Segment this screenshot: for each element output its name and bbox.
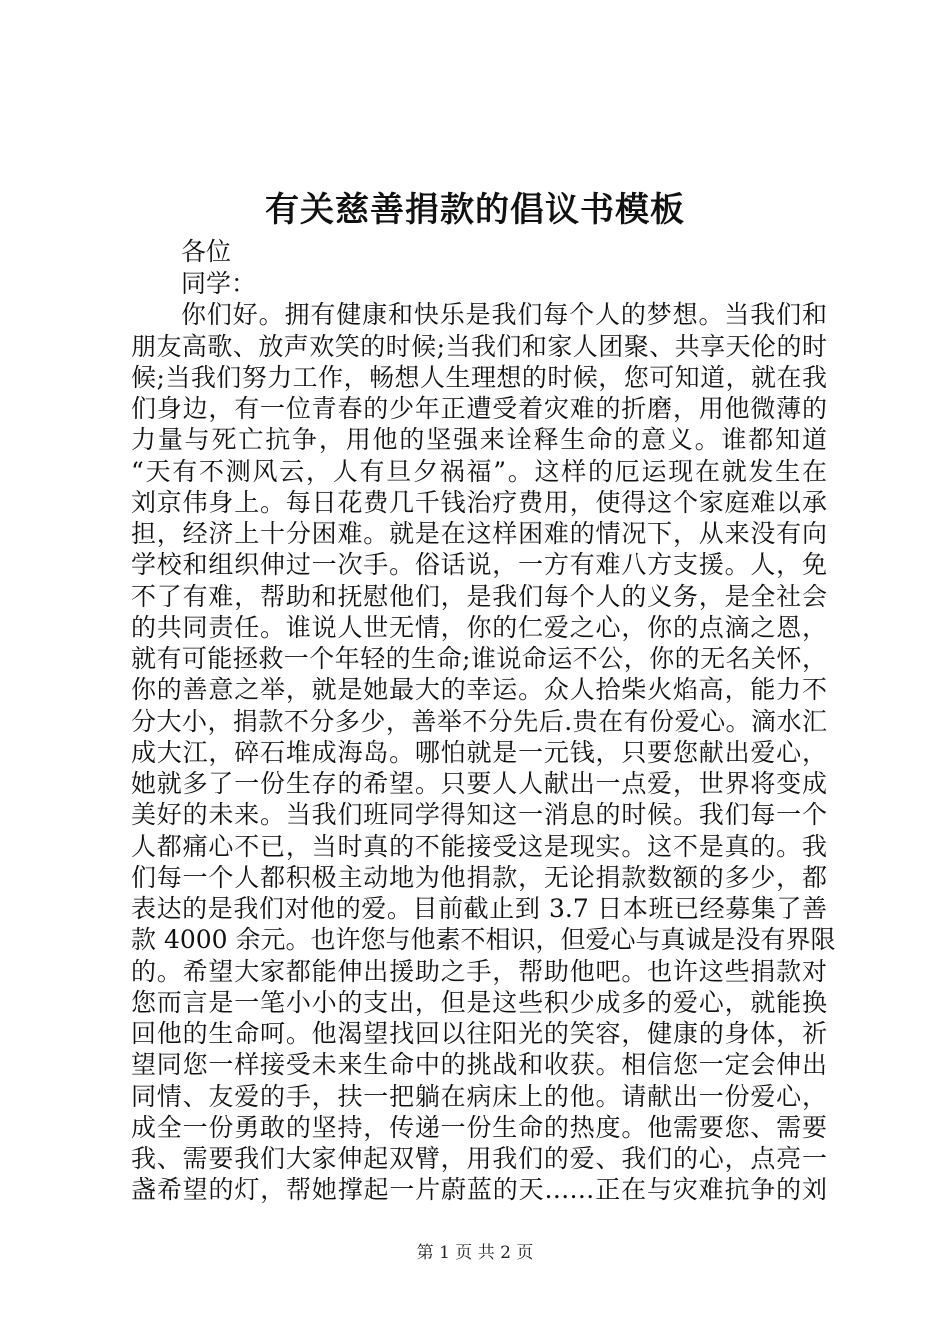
page-footer: 第 1 页 共 2 页 [416,1243,534,1263]
body-line: 刘京伟身上。每日花费几千钱治疗费用，使得这个家庭难以承 [131,488,827,517]
body-line: 您而言是一笔小小的支出，但是这些积少成多的爱心，就能换 [131,988,827,1017]
body-line: 候;当我们努力工作，畅想人生理想的时候，您可知道，就在我 [131,363,827,392]
body-line: 同情、友爱的手，扶一把躺在病床上的他。请献出一份爱心， [131,1082,827,1111]
body-line: 的共同责任。谁说人世无情，你的仁爱之心，你的点滴之恩， [131,613,827,642]
body-line: 学校和组织伸过一次手。俗话说，一方有难八方支援。人，免 [131,550,827,579]
body-line: 担，经济上十分困难。就是在这样困难的情况下，从来没有向 [131,519,827,548]
salutation-line-2: 同学： [181,269,257,298]
body-line: 朋友高歌、放声欢笑的时候;当我们和家人团聚、共享天伦的时 [131,332,827,361]
body-line: 款 4000 余元。也许您与他素不相识，但爱心与真诚是没有界限 [131,925,836,954]
body-line: 们身边，有一位青春的少年正遭受着灾难的折磨，用他微薄的 [131,394,827,423]
body-line: 望同您一样接受未来生命中的挑战和收获。相信您一定会伸出 [131,1050,827,1079]
body-line: “天有不测风云，人有旦夕祸福”。这样的厄运现在就发生在 [131,457,827,486]
body-line: 的。希望大家都能伸出援助之手，帮助他吧。也许这些捐款对 [131,957,827,986]
body-line: 就有可能拯救一个年轻的生命;谁说命运不公，你的无名关怀， [131,644,827,673]
body-line: 表达的是我们对他的爱。目前截止到 3.7 日本班已经募集了善 [131,894,827,923]
body-line: 我、需要我们大家伸起双臂，用我们的爱、我们的心，点亮一 [131,1144,827,1173]
body-line: 你的善意之举，就是她最大的幸运。众人拾柴火焰高，能力不 [131,675,827,704]
document-title: 有关慈善捐款的倡议书模板 [265,190,685,230]
body-line: 力量与死亡抗争，用他的坚强来诠释生命的意义。谁都知道 [131,425,827,454]
body-line: 盏希望的灯，帮她撑起一片蔚蓝的天……正在与灾难抗争的刘 [131,1175,827,1204]
body-line: 人都痛心不已，当时真的不能接受这是现实。这不是真的。我 [131,832,827,861]
salutation-line-1: 各位 [181,237,232,266]
body-line: 美好的未来。当我们班同学得知这一消息的时候。我们每一个 [131,800,827,829]
body-line: 成大江，碎石堆成海岛。哪怕就是一元钱，只要您献出爱心， [131,738,827,767]
body-line: 不了有难，帮助和抚慰他们，是我们每个人的义务，是全社会 [131,582,827,611]
body-line: 你们好。拥有健康和快乐是我们每个人的梦想。当我们和 [181,300,827,329]
body-line: 分大小，捐款不分多少，善举不分先后.贵在有份爱心。滴水汇 [131,707,827,736]
body-line: 成全一份勇敢的坚持，传递一份生命的热度。他需要您、需要 [131,1113,827,1142]
body-line: 她就多了一份生存的希望。只要人人献出一点爱，世界将变成 [131,769,827,798]
body-line: 们每一个人都积极主动地为他捐款，无论捐款数额的多少，都 [131,863,827,892]
body-line: 回他的生命呵。他渴望找回以往阳光的笑容，健康的身体，祈 [131,1019,827,1048]
